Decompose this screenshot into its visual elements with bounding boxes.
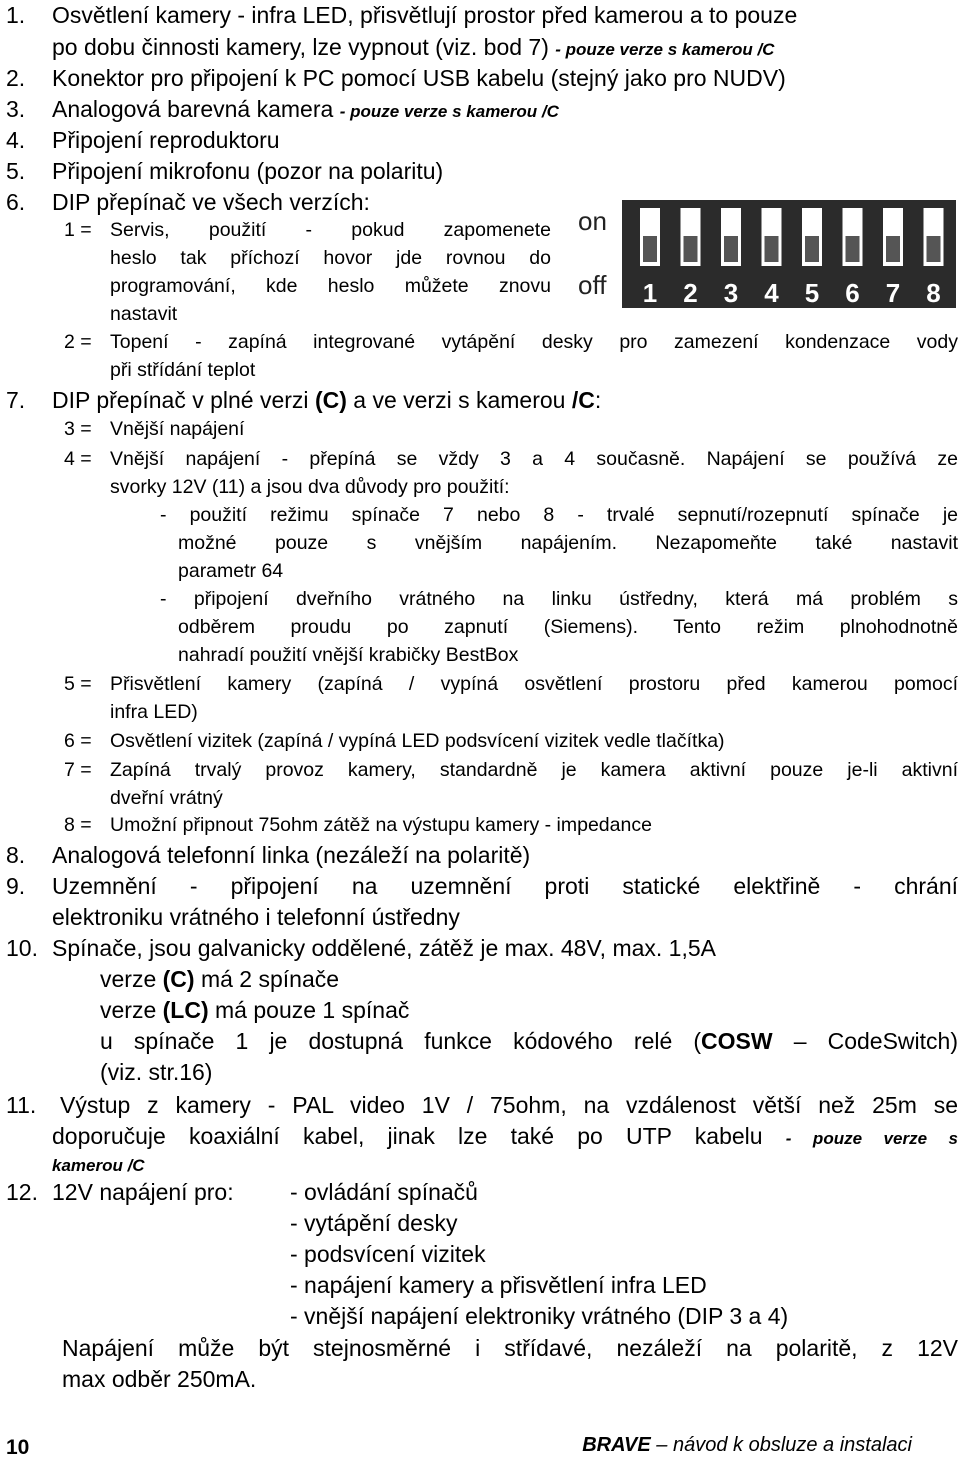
dip-knob bbox=[724, 236, 738, 262]
switch-desc: Osvětlení vizitek (zapíná / vypíná LED podsvícení vizitek vedle tlačítka) bbox=[110, 730, 725, 752]
item-text: Uzemnění - připojení na uzemnění proti statické elektřině - chrání bbox=[52, 873, 958, 899]
dip-on-label: on bbox=[578, 206, 607, 236]
dip-number: 1 bbox=[642, 278, 658, 308]
switch-desc: nastavit bbox=[110, 303, 178, 325]
switch-label: 3 = bbox=[64, 418, 92, 440]
item-number: 6. bbox=[6, 189, 26, 215]
version-code: (C) bbox=[314, 387, 347, 413]
footer-subtitle: – návod k obsluze a instalaci bbox=[656, 1434, 912, 1456]
list-item: - vytápění desky bbox=[290, 1210, 458, 1236]
dip-number: 8 bbox=[926, 278, 941, 308]
dip-knob bbox=[765, 236, 779, 262]
cosw-label: COSW bbox=[701, 1028, 773, 1054]
item-text-part: Analogová barevná kamera bbox=[52, 96, 334, 122]
switch-desc: Topení - zapíná integrované vytápění desky pro zamezení kondenzace vody bbox=[110, 331, 958, 353]
dip-off-label: off bbox=[578, 270, 607, 300]
item-text-part: má 2 spínače bbox=[194, 966, 340, 992]
version-line bbox=[100, 995, 409, 1026]
dip-number: 5 bbox=[804, 278, 820, 308]
version-line bbox=[100, 964, 339, 995]
dip-knob bbox=[805, 236, 819, 262]
footer-title bbox=[582, 1434, 912, 1457]
item-text-part: DIP přepínač v plné verzi bbox=[52, 387, 315, 413]
version-line bbox=[100, 1026, 958, 1057]
item-text bbox=[52, 385, 601, 416]
item-text-part: u spínače 1 je dostupná funkce kódového relé ( bbox=[100, 1028, 702, 1054]
bullet-text: - připojení dveřního vrátného na linku ústředny, která má problém s bbox=[160, 588, 958, 610]
dip-number: 4 bbox=[764, 278, 779, 308]
item-number: 3. bbox=[6, 96, 26, 122]
version-note: - pouze verze s kamerou /C bbox=[339, 102, 559, 121]
dip-number: 3 bbox=[723, 278, 739, 308]
item-text-part: : bbox=[594, 387, 602, 413]
item-number: 8. bbox=[6, 842, 26, 868]
item-number: 5. bbox=[6, 158, 26, 184]
list-item: - podsvícení vizitek bbox=[290, 1241, 486, 1267]
item-text: 12V napájení pro: bbox=[52, 1179, 234, 1205]
bullet-text: - použití režimu spínače 7 nebo 8 - trvalé sepnutí/rozepnutí spínače je bbox=[160, 504, 958, 526]
item-number: 4. bbox=[6, 127, 26, 153]
item-text: Připojení reproduktoru bbox=[52, 127, 280, 153]
item-text-part: a ve verzi s kamerou bbox=[346, 387, 572, 413]
dip-number: 7 bbox=[885, 278, 901, 308]
switch-label: 6 = bbox=[64, 730, 92, 752]
switch-label: 4 = bbox=[64, 448, 92, 470]
switch-desc: dveřní vrátný bbox=[110, 787, 223, 809]
item-text: Analogová telefonní linka (nezáleží na polaritě) bbox=[52, 842, 531, 868]
power-note: max odběr 250mA. bbox=[62, 1366, 257, 1392]
switch-desc: heslo tak příchozí hovor jde rovnou do bbox=[110, 247, 551, 269]
page-number: 10 bbox=[6, 1436, 30, 1459]
item-text bbox=[52, 32, 774, 65]
dip-number: 2 bbox=[683, 278, 698, 308]
item-text bbox=[52, 1121, 958, 1154]
item-text: DIP přepínač ve všech verzích: bbox=[52, 189, 370, 215]
bullet-text: možné pouze s vnějším napájením. Nezapomeňte také nastavit bbox=[178, 532, 958, 554]
item-number: 2. bbox=[6, 65, 26, 91]
item-text-part: má pouze 1 spínač bbox=[208, 997, 410, 1023]
switch-desc: Servis, použití - pokud zapomenete bbox=[110, 219, 551, 241]
version-code: /C bbox=[571, 387, 595, 413]
version-note: - pouze verze s bbox=[785, 1129, 959, 1148]
version-note: kamerou /C bbox=[52, 1156, 145, 1175]
item-text-part: – CodeSwitch) bbox=[772, 1028, 958, 1054]
switch-label: 2 = bbox=[64, 331, 92, 353]
switch-desc: Přisvětlení kamery (zapíná / vypíná osvětlení prostoru před kamerou pomocí bbox=[110, 673, 958, 695]
item-number: 1. bbox=[6, 2, 26, 28]
switch-desc: svorky 12V (11) a jsou dva důvody pro použití: bbox=[110, 476, 510, 498]
switch-desc: infra LED) bbox=[110, 701, 198, 723]
item-text-part: verze bbox=[100, 997, 163, 1023]
item-text-part: doporučuje koaxiální kabel, jinak lze také po UTP kabelu bbox=[52, 1123, 763, 1149]
switch-desc: Vnější napájení bbox=[110, 418, 245, 440]
item-text: (viz. str.16) bbox=[100, 1059, 213, 1085]
list-item: - napájení kamery a přisvětlení infra LED bbox=[290, 1272, 707, 1298]
list-item: - ovládání spínačů bbox=[290, 1179, 478, 1205]
item-number: 12. bbox=[6, 1179, 38, 1205]
version-code: (C) bbox=[162, 966, 195, 992]
switch-label: 8 = bbox=[64, 814, 92, 836]
dip-number: 6 bbox=[845, 278, 860, 308]
item-number: 9. bbox=[6, 873, 26, 899]
item-text-part: po dobu činnosti kamery, lze vypnout (viz. bod 7) bbox=[52, 34, 549, 60]
bullet-text: parametr 64 bbox=[178, 560, 284, 582]
dip-knob bbox=[846, 236, 860, 262]
list-item: - vnější napájení elektroniky vrátného (DIP 3 a 4) bbox=[290, 1303, 789, 1329]
dip-knob bbox=[886, 236, 900, 262]
item-text: Konektor pro připojení k PC pomocí USB kabelu (stejný jako pro NUDV) bbox=[52, 65, 786, 91]
switch-desc: při střídání teplot bbox=[110, 359, 256, 381]
dip-knob bbox=[643, 236, 657, 262]
switch-desc: Zapíná trvalý provoz kamery, standardně je kamera aktivní pouze je-li aktivní bbox=[110, 759, 958, 781]
dip-knob bbox=[684, 236, 698, 262]
dip-knob bbox=[927, 236, 941, 262]
version-note: - pouze verze s kamerou /C bbox=[555, 40, 775, 59]
item-number: 10. bbox=[6, 935, 38, 961]
switch-label: 5 = bbox=[64, 673, 92, 695]
item-text: Osvětlení kamery - infra LED, přisvětlují prostor před kamerou a to pouze bbox=[52, 2, 798, 28]
switch-desc: Vnější napájení - přepíná se vždy 3 a 4 současně. Napájení se používá ze bbox=[110, 448, 958, 470]
version-code: (LC) bbox=[162, 997, 209, 1023]
item-text: Výstup z kamery - PAL video 1V / 75ohm, na vzdálenost větší než 25m se bbox=[60, 1092, 958, 1118]
bullet-text: odběrem proudu po zapnutí (Siemens). Tento režim plnohodnotně bbox=[178, 616, 958, 638]
power-note: Napájení může být stejnosměrné i střídavé, nezáleží na polaritě, z 12V bbox=[62, 1335, 958, 1361]
switch-label: 7 = bbox=[64, 759, 92, 781]
item-text: elektroniku vrátného i telefonní ústředny bbox=[52, 904, 460, 930]
bullet-text: nahradí použití vnější krabičky BestBox bbox=[178, 644, 519, 666]
item-text bbox=[52, 94, 559, 127]
item-text: Spínače, jsou galvanicky oddělené, zátěž je max. 48V, max. 1,5A bbox=[52, 935, 716, 961]
switch-desc: programování, kde heslo můžete znovu bbox=[110, 275, 551, 297]
dip-switch-figure bbox=[578, 198, 958, 310]
item-text-part: verze bbox=[100, 966, 163, 992]
brand-name: BRAVE bbox=[582, 1434, 651, 1456]
switch-desc: Umožní připnout 75ohm zátěž na výstupu kamery - impedance bbox=[110, 814, 652, 836]
switch-label: 1 = bbox=[64, 219, 92, 241]
dip-body bbox=[622, 200, 956, 308]
item-number: 7. bbox=[6, 387, 26, 413]
item-text: Připojení mikrofonu (pozor na polaritu) bbox=[52, 158, 444, 184]
item-number: 11. bbox=[6, 1092, 37, 1118]
